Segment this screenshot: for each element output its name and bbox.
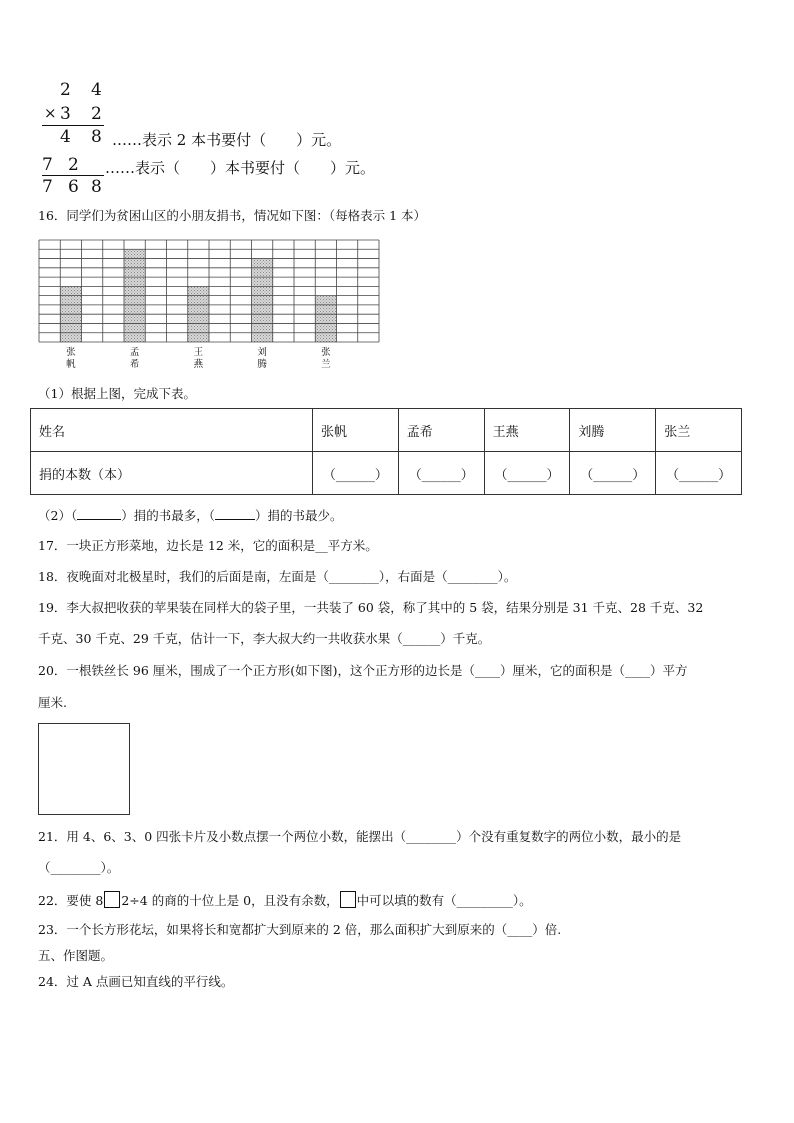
answer-cell[interactable]: （______） <box>570 452 656 495</box>
q22-part: 2÷4 的商的十位上是 0，且没有余数， <box>121 893 339 908</box>
mult-digit: 8 <box>91 177 102 197</box>
question-21-line2: （________）。 <box>38 860 120 875</box>
question-19-line2: 千克、30 千克、29 千克，估计一下，李大叔大约一共收获水果（______）千克。 <box>38 631 491 646</box>
mult-digit: 4 <box>60 127 71 147</box>
category-label: 刘 腾 <box>257 347 267 370</box>
square-figure <box>38 723 130 815</box>
bar-刘腾 <box>252 259 273 342</box>
table-header-cell: 王燕 <box>484 409 570 452</box>
category-label: 王 燕 <box>193 347 204 370</box>
question-20-line1: 20．一根铁丝长 96 厘米，围成了一个正方形(如下图)，这个正方形的边长是（____）厘米，它的面积是（____）平方 <box>38 663 688 678</box>
mult-digit: 4 <box>91 80 102 100</box>
question-16: 16．同学们为贫困山区的小朋友捐书，情况如下图：（每格表示 1 本） <box>38 208 427 223</box>
q16-sub2-part: ）捐的书最多，（ <box>121 508 215 523</box>
section-5-title: 五、作图题。 <box>38 948 114 963</box>
mult-digit: 8 <box>91 127 102 147</box>
q22-part: 中可以填的数有（_________）。 <box>356 893 532 908</box>
category-label: 孟 希 <box>129 347 140 370</box>
bar-chart <box>38 239 380 383</box>
question-23: 23．一个长方形花坛，如果将长和宽都扩大到原来的 2 倍，那么面积扩大到原来的（____）倍. <box>38 922 562 937</box>
bar-张兰 <box>315 296 336 342</box>
question-21-line1: 21．用 4、6、3、0 四张卡片及小数点摆一个两位小数，能摆出（________）个没有重复数字的两位小数，最小的是 <box>38 829 682 844</box>
mult-line <box>42 125 104 126</box>
answer-blank[interactable] <box>77 507 121 520</box>
answer-blank[interactable] <box>215 507 255 520</box>
table-header-cell: 张兰 <box>656 409 742 452</box>
table-row <box>31 452 742 495</box>
table-row <box>31 409 742 452</box>
mult-digit: 2 <box>68 155 79 175</box>
table-header-cell: 孟希 <box>398 409 484 452</box>
mult-digit: 7 <box>42 177 53 197</box>
table-header-cell: 刘腾 <box>570 409 656 452</box>
mult-digit: 7 <box>42 155 53 175</box>
answer-cell[interactable]: （______） <box>398 452 484 495</box>
multiply-sign: × <box>44 104 57 122</box>
question-22 <box>38 891 532 909</box>
mult-line <box>42 175 104 176</box>
question-20-line2: 厘米. <box>38 695 67 710</box>
books-table <box>30 408 742 495</box>
fill-box[interactable] <box>104 891 120 908</box>
mult-digit: 6 <box>68 177 79 197</box>
answer-cell[interactable]: （______） <box>313 452 399 495</box>
category-label: 张 帆 <box>66 347 76 370</box>
table-header-cell: 张帆 <box>313 409 399 452</box>
question-19-line1: 19．李大叔把收获的苹果装在同样大的袋子里，一共装了 60 袋，称了其中的 5 袋，结果分别是 31 千克、28 千克、32 <box>38 600 704 615</box>
mult-digit: 2 <box>60 80 71 100</box>
table-row-label: 捐的本数（本） <box>31 452 313 495</box>
mult-digit: 3 <box>60 104 71 124</box>
category-label: 张 兰 <box>321 347 331 370</box>
question-18: 18．夜晚面对北极星时，我们的后面是南，左面是（________），右面是（________）。 <box>38 569 517 584</box>
q16-sub2-part: （2）（ <box>38 508 78 523</box>
mult-row3-text: ……表示 2 本书要付（ ）元。 <box>112 131 342 149</box>
q22-part: 22．要使 8 <box>38 893 104 908</box>
mult-digit: 2 <box>91 104 102 124</box>
question-24: 24．过 A 点画已知直线的平行线。 <box>38 974 234 989</box>
mult-row4-text: ……表示（ ）本书要付（ ）元。 <box>105 159 376 177</box>
answer-cell[interactable]: （______） <box>656 452 742 495</box>
question-16-sub2 <box>38 507 342 524</box>
question-16-sub1: （1）根据上图，完成下表。 <box>38 386 196 401</box>
answer-cell[interactable]: （______） <box>484 452 570 495</box>
question-17: 17．一块正方形菜地，边长是 12 米，它的面积是__平方米。 <box>38 538 378 553</box>
table-header-cell: 姓名 <box>31 409 313 452</box>
q16-sub2-part: ）捐的书最少。 <box>254 508 343 523</box>
fill-box <box>340 891 356 908</box>
